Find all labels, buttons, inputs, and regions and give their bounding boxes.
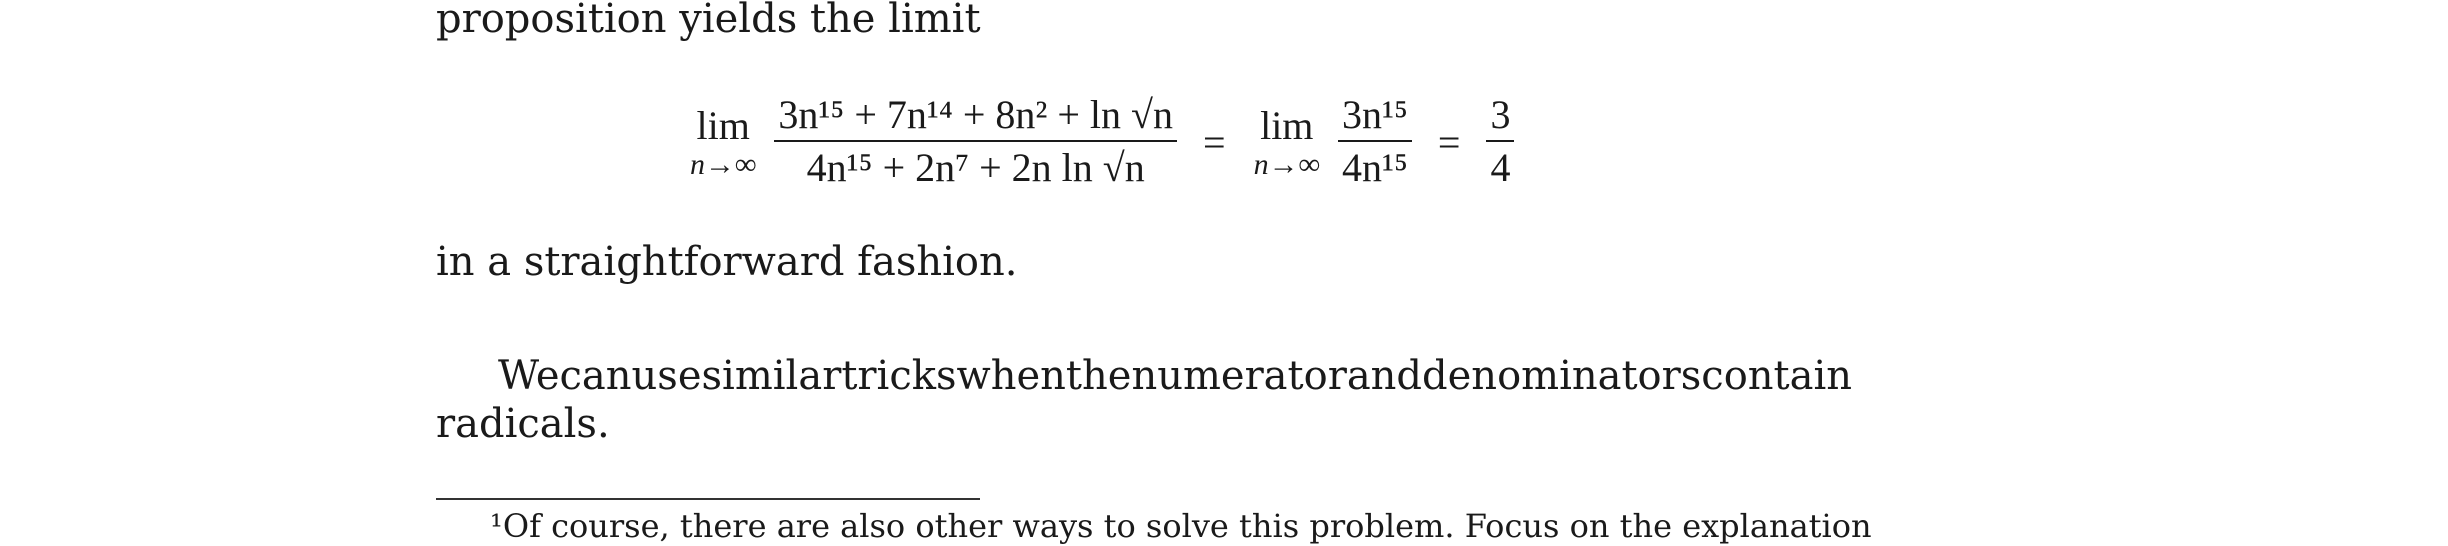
fraction-result-numerator: 3 bbox=[1490, 92, 1511, 137]
limit-operator-left bbox=[690, 104, 756, 180]
fraction-left bbox=[774, 90, 1177, 194]
lim-subscript: n→∞ bbox=[1253, 148, 1320, 181]
word: when bbox=[956, 353, 1066, 399]
fraction-left-denominator: 4n¹⁵ + 2n⁷ + 2n ln √n bbox=[806, 145, 1145, 190]
paragraph-line-1 bbox=[436, 352, 1853, 400]
text-line-straightforward: in a straightforward fashion. bbox=[436, 239, 1018, 285]
word: contain bbox=[1701, 353, 1853, 399]
fraction-mid-numerator: 3n¹⁵ bbox=[1341, 92, 1408, 137]
paragraph-line-2: radicals. bbox=[436, 401, 610, 447]
display-equation bbox=[680, 82, 1522, 202]
fraction-left-numerator: 3n¹⁵ + 7n¹⁴ + 8n² + ln √n bbox=[778, 92, 1173, 137]
word: and bbox=[1346, 353, 1423, 399]
footnote-rule bbox=[436, 498, 980, 500]
word: numerator bbox=[1131, 353, 1347, 399]
equals-sign-2: = bbox=[1437, 119, 1461, 165]
text-line-proposition: proposition yields the limit bbox=[436, 0, 981, 42]
fraction-mid bbox=[1338, 90, 1412, 194]
lim-text: lim bbox=[696, 103, 750, 148]
word: similar bbox=[701, 353, 842, 399]
fraction-mid-denominator: 4n¹⁵ bbox=[1341, 145, 1408, 190]
word: tricks bbox=[841, 353, 957, 399]
word: can bbox=[559, 353, 632, 399]
footnote-text: ¹Of course, there are also other ways to solve this problem. Focus on the explanation bbox=[490, 507, 1872, 545]
word: use bbox=[631, 353, 702, 399]
lim-text: lim bbox=[1260, 103, 1314, 148]
equals-sign-1: = bbox=[1203, 119, 1226, 165]
fraction-result bbox=[1486, 90, 1514, 194]
word: We bbox=[498, 353, 560, 399]
limit-operator-right bbox=[1254, 104, 1320, 180]
fraction-result-denominator: 4 bbox=[1490, 145, 1511, 190]
lim-subscript: n→∞ bbox=[690, 148, 757, 181]
word: denominators bbox=[1422, 353, 1702, 399]
word: the bbox=[1065, 353, 1132, 399]
